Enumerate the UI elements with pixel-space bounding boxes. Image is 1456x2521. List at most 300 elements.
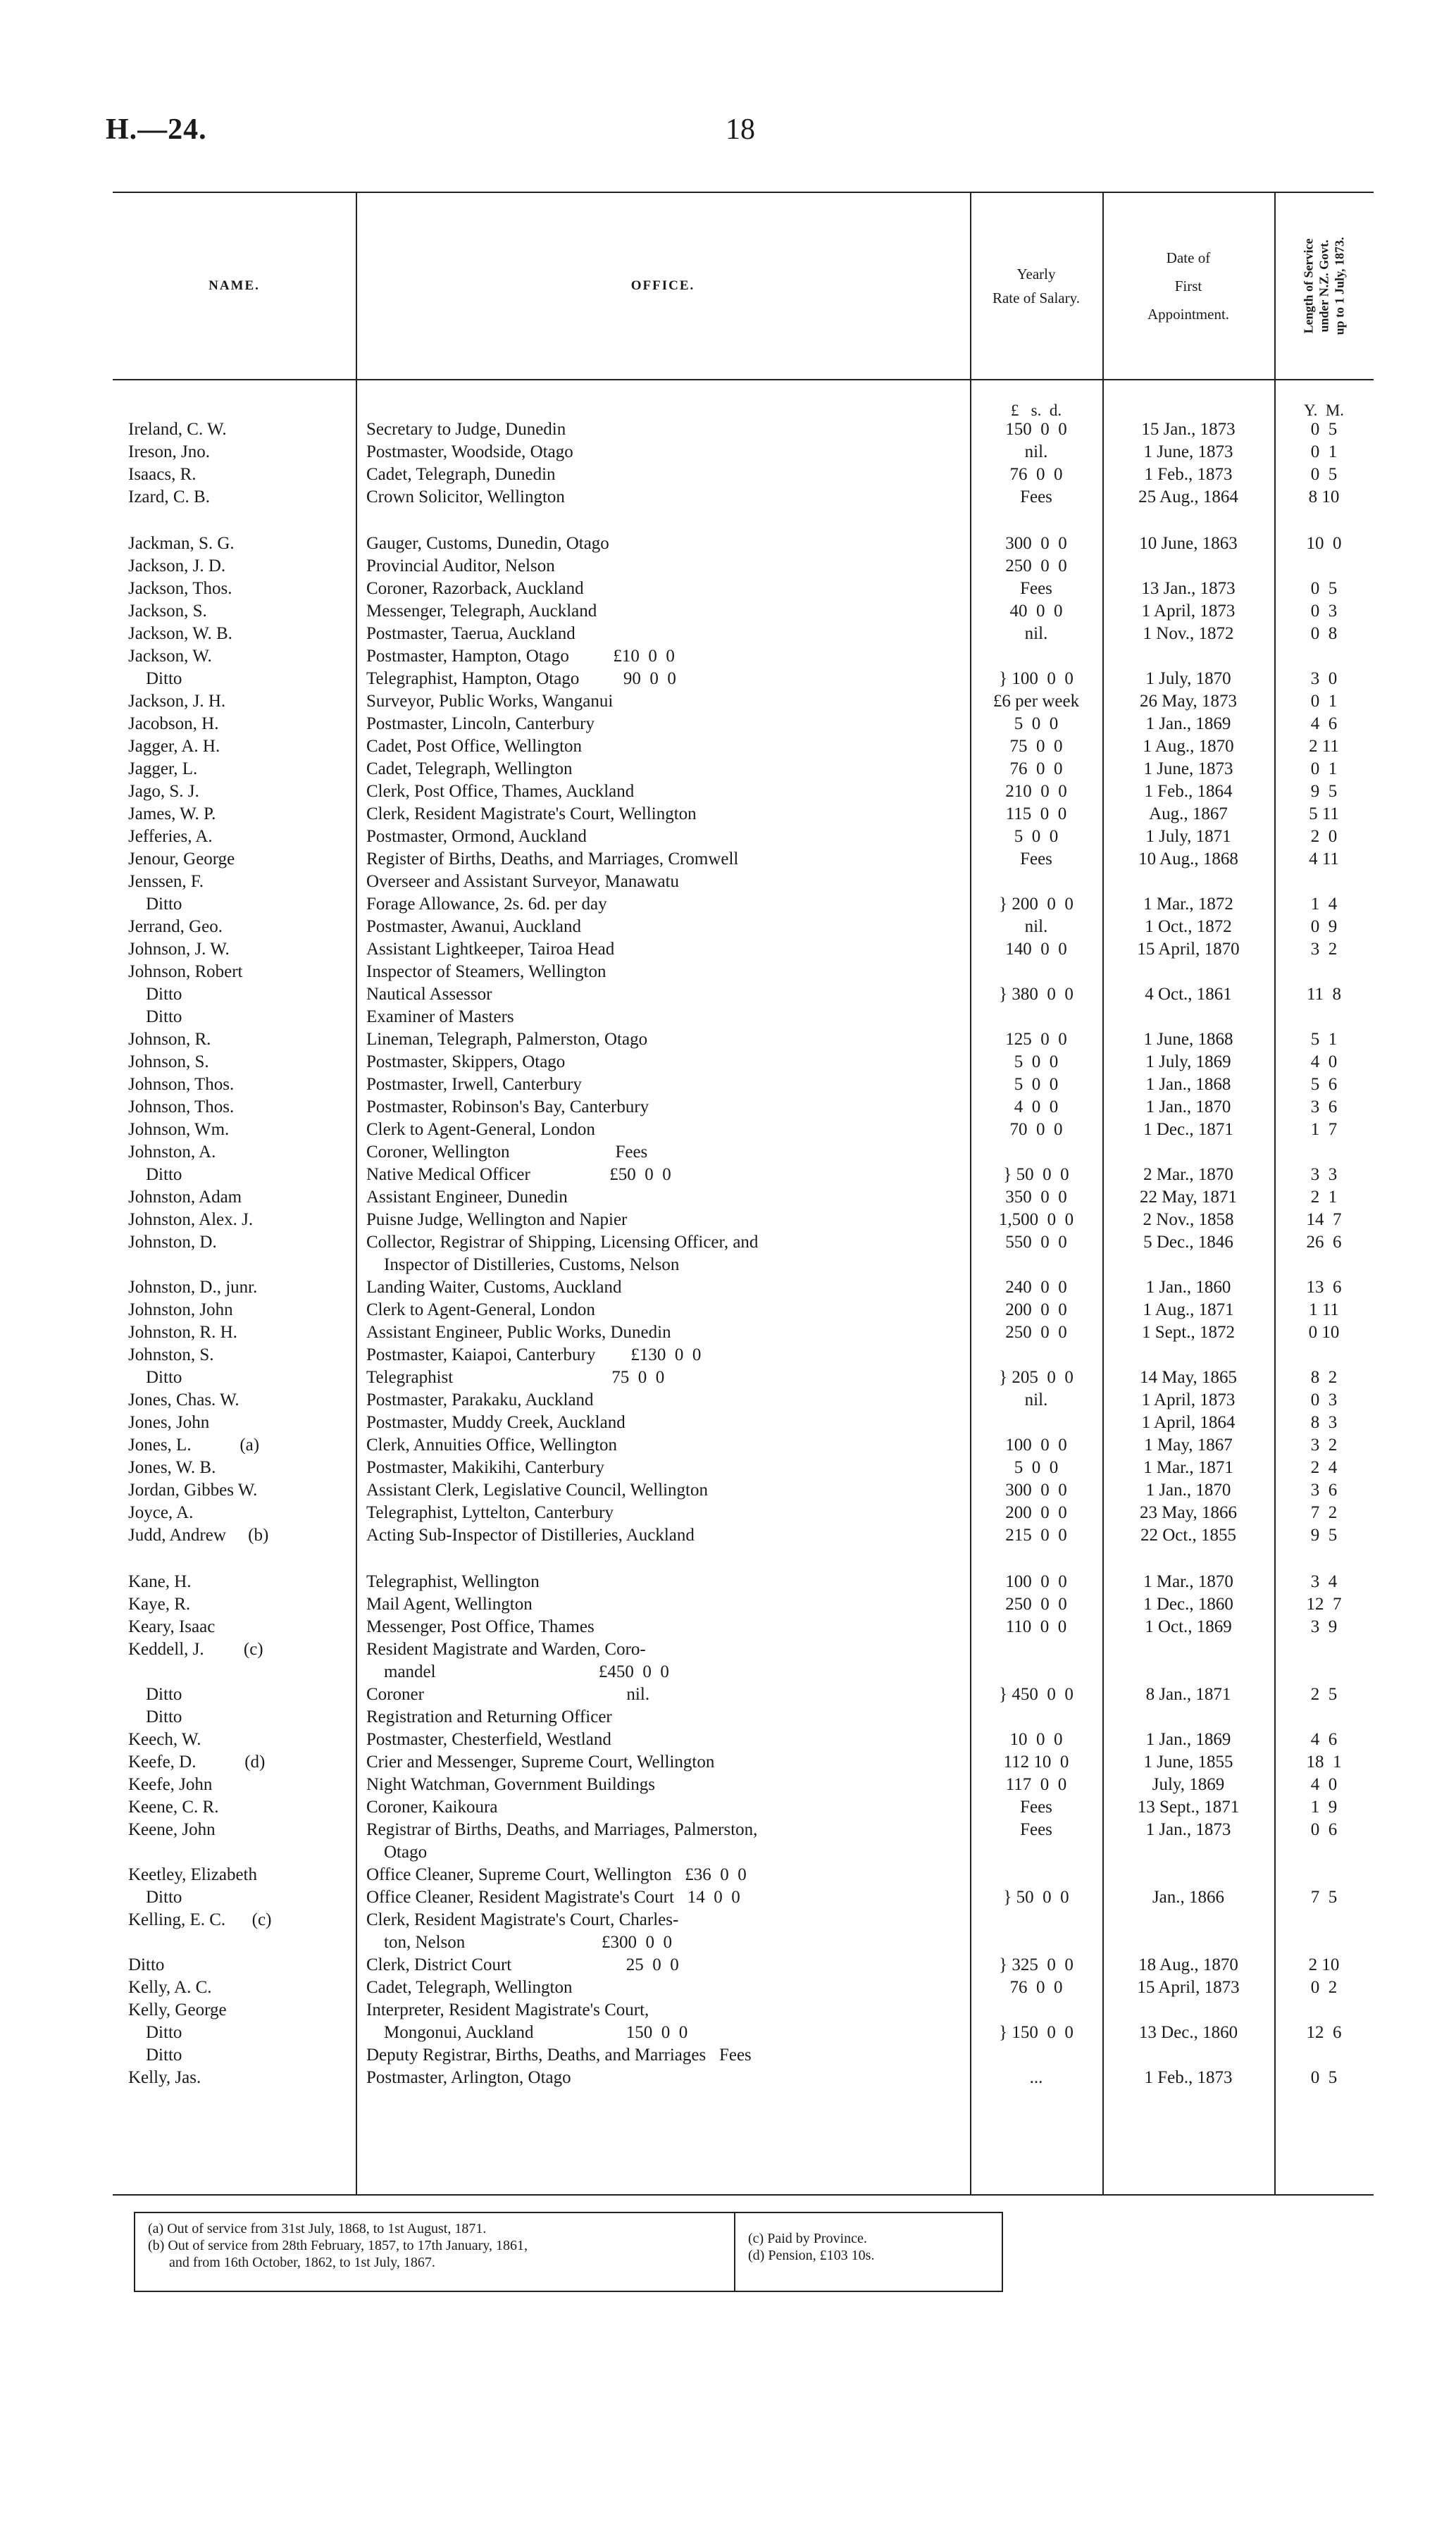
length-cell: 1 9 — [1310, 1798, 1338, 1817]
office-cell: Clerk to Agent-General, London — [366, 1300, 595, 1319]
salary-cell: 5 0 0 — [1014, 1052, 1059, 1071]
length-cell: 3 3 — [1310, 1165, 1338, 1184]
office-cell: Postmaster, Makikihi, Canterbury — [366, 1458, 604, 1477]
name-cell: Ditto — [128, 1888, 182, 1907]
office-cell: Postmaster, Hampton, Otago £10 0 0 — [366, 647, 675, 666]
name-cell: Jerrand, Geo. — [128, 917, 223, 936]
length-cell: 4 0 — [1310, 1775, 1338, 1794]
name-cell: Ditto — [128, 985, 182, 1004]
table-row — [113, 600, 1374, 623]
table-row — [113, 1276, 1374, 1299]
office-cell: Crier and Messenger, Supreme Court, Wellington — [366, 1753, 715, 1772]
office-cell: Clerk, Post Office, Thames, Auckland — [366, 782, 635, 801]
salary-cell: 150 0 0 — [1005, 420, 1067, 439]
date-cell: 18 Aug., 1870 — [1138, 1955, 1238, 1974]
office-cell: Telegraphist 75 0 0 — [366, 1368, 665, 1387]
name-cell: Keefe, D. (d) — [128, 1753, 266, 1772]
date-cell: 1 Nov., 1872 — [1143, 624, 1234, 643]
office-cell: Lineman, Telegraph, Palmerston, Otago — [366, 1030, 648, 1049]
salary-cell: Fees — [1020, 579, 1052, 598]
table-body — [113, 418, 1374, 2089]
length-cell: 7 5 — [1310, 1888, 1338, 1907]
table-row — [113, 1796, 1374, 1819]
length-units: Y. M. — [1303, 402, 1345, 419]
date-cell: 1 Jan., 1873 — [1145, 1820, 1231, 1839]
length-cell: 0 3 — [1310, 602, 1338, 621]
name-cell: Kelly, Jas. — [128, 2068, 201, 2087]
office-cell: Office Cleaner, Supreme Court, Wellington £36 0 0 — [366, 1865, 747, 1884]
salary-cell: Fees — [1020, 1798, 1052, 1817]
table-row — [113, 1028, 1374, 1051]
date-cell: 10 Aug., 1868 — [1138, 849, 1238, 869]
office-cell: Clerk, Annuities Office, Wellington — [366, 1436, 618, 1455]
length-cell: 2 10 — [1308, 1955, 1340, 1974]
table-row — [113, 668, 1374, 690]
footnote-divider — [734, 2213, 735, 2291]
office-cell: Mongonui, Auckland 150 0 0 — [366, 2023, 688, 2042]
date-cell: 1 June, 1873 — [1143, 759, 1233, 778]
date-cell: 1 Oct., 1872 — [1145, 917, 1232, 936]
length-cell: 3 6 — [1310, 1097, 1338, 1116]
office-cell: ton, Nelson £300 0 0 — [366, 1933, 673, 1952]
name-cell: Ditto — [128, 1685, 182, 1704]
name-cell: Jones, John — [128, 1413, 210, 1432]
date-cell: 1 April, 1873 — [1141, 1390, 1236, 1409]
name-cell: Johnson, Wm. — [128, 1120, 230, 1139]
table-row — [113, 1616, 1374, 1638]
office-cell: Overseer and Assistant Surveyor, Manawatu — [366, 872, 680, 891]
table-row — [113, 1209, 1374, 1231]
length-cell: 0 2 — [1310, 1978, 1338, 1997]
date-cell: 23 May, 1866 — [1140, 1503, 1237, 1522]
table-row — [113, 578, 1374, 600]
name-cell: Jackson, J. D. — [128, 556, 226, 575]
table-row — [113, 1186, 1374, 1209]
length-cell: 0 5 — [1310, 2068, 1338, 2087]
date-cell: 1 July, 1869 — [1145, 1052, 1231, 1071]
table-row — [113, 1479, 1374, 1502]
salary-cell: 5 0 0 — [1014, 1458, 1059, 1477]
name-cell: Johnston, Alex. J. — [128, 1210, 254, 1229]
table-row — [113, 2067, 1374, 2089]
date-cell: 5 Dec., 1846 — [1143, 1233, 1233, 1252]
name-cell: Johnston, D., junr. — [128, 1278, 258, 1297]
office-cell: Telegraphist, Hampton, Otago 90 0 0 — [366, 669, 676, 688]
salary-cell: 250 0 0 — [1005, 1323, 1067, 1342]
salary-cell: } 50 0 0 — [1003, 1888, 1069, 1907]
length-cell: 3 6 — [1310, 1481, 1338, 1500]
name-cell: Johnson, J. W. — [128, 940, 230, 959]
date-cell: 1 June, 1873 — [1143, 442, 1233, 461]
table-row — [113, 1164, 1374, 1186]
office-cell: mandel £450 0 0 — [366, 1662, 669, 1681]
salary-cell: 115 0 0 — [1005, 804, 1067, 823]
name-cell: Jones, L. (a) — [128, 1436, 260, 1455]
salary-cell: 350 0 0 — [1005, 1188, 1067, 1207]
table-row — [113, 1457, 1374, 1479]
office-cell: Postmaster, Woodside, Otago — [366, 442, 573, 461]
name-cell: Kelly, A. C. — [128, 1978, 212, 1997]
table-row — [113, 645, 1374, 668]
table-row — [113, 1367, 1374, 1389]
date-cell: 25 Aug., 1864 — [1138, 487, 1238, 506]
salary-cell: 76 0 0 — [1009, 465, 1063, 484]
table-row — [113, 1051, 1374, 1073]
name-cell: Johnston, John — [128, 1300, 233, 1319]
table-row — [113, 1864, 1374, 1886]
table-row — [113, 1819, 1374, 1841]
salary-cell: 5 0 0 — [1014, 827, 1059, 846]
office-cell: Cadet, Telegraph, Wellington — [366, 1978, 573, 1997]
table-row — [113, 758, 1374, 780]
name-cell: Ireson, Jno. — [128, 442, 210, 461]
date-cell: 1 Feb., 1873 — [1144, 2068, 1233, 2087]
table-row — [113, 735, 1374, 758]
office-cell: Postmaster, Irwell, Canterbury — [366, 1075, 582, 1094]
name-cell: Keech, W. — [128, 1730, 201, 1749]
office-cell: Provincial Auditor, Nelson — [366, 556, 555, 575]
office-cell: Postmaster, Taerua, Auckland — [366, 624, 575, 643]
column-header-office: OFFICE. — [630, 278, 695, 293]
salary-cell: 125 0 0 — [1005, 1030, 1067, 1049]
name-cell: Ditto — [128, 2046, 182, 2065]
salary-cell: ... — [1029, 2068, 1043, 2087]
name-cell: Jackson, J. H. — [128, 692, 226, 711]
length-cell: 0 1 — [1310, 692, 1338, 711]
table-row — [113, 938, 1374, 961]
date-cell: 1 April, 1873 — [1141, 602, 1236, 621]
salary-cell: 200 0 0 — [1005, 1300, 1067, 1319]
length-cell: 2 5 — [1310, 1685, 1338, 1704]
office-cell: Messenger, Post Office, Thames — [366, 1617, 595, 1636]
table-row — [113, 1593, 1374, 1616]
name-cell: Jacobson, H. — [128, 714, 219, 733]
date-header-text: Date of First Appointment. — [1147, 249, 1230, 323]
date-cell: 1 Aug., 1870 — [1143, 737, 1234, 756]
salary-cell: } 380 0 0 — [999, 985, 1074, 1004]
table-row — [113, 1524, 1374, 1547]
length-cell: 7 2 — [1310, 1503, 1338, 1522]
salary-cell: 40 0 0 — [1009, 602, 1063, 621]
table-row — [113, 1389, 1374, 1412]
length-cell: 4 11 — [1309, 849, 1339, 869]
salary-cell: } 50 0 0 — [1003, 1165, 1069, 1184]
salary-cell: Fees — [1020, 487, 1052, 506]
salary-cell: 210 0 0 — [1005, 782, 1067, 801]
length-cell: 8 10 — [1308, 487, 1340, 506]
table-row — [113, 1706, 1374, 1729]
name-cell: Jackson, W. B. — [128, 624, 232, 643]
office-cell: Postmaster, Kaiapoi, Canterbury £130 0 0 — [366, 1345, 702, 1364]
table-row — [113, 1141, 1374, 1164]
name-cell: Ditto — [128, 669, 182, 688]
table-row — [113, 871, 1374, 893]
length-cell: 9 5 — [1310, 782, 1338, 801]
salary-cell: 250 0 0 — [1005, 556, 1067, 575]
table-row — [113, 983, 1374, 1006]
name-cell: Jago, S. J. — [128, 782, 199, 801]
table-row — [113, 893, 1374, 916]
table-row — [113, 1006, 1374, 1028]
table-row — [113, 803, 1374, 826]
name-cell: Johnson, Robert — [128, 962, 243, 981]
length-cell: 4 0 — [1310, 1052, 1338, 1071]
office-cell: Resident Magistrate and Warden, Coro- — [366, 1640, 646, 1659]
date-cell: 22 Oct., 1855 — [1140, 1526, 1237, 1545]
table-row — [113, 848, 1374, 871]
date-cell: 1 Oct., 1869 — [1145, 1617, 1232, 1636]
length-cell: 8 3 — [1310, 1413, 1338, 1432]
office-cell: Gauger, Customs, Dunedin, Otago — [366, 534, 609, 553]
length-cell: 5 6 — [1310, 1075, 1338, 1094]
date-cell: 4 Oct., 1861 — [1145, 985, 1232, 1004]
date-cell: 1 May, 1867 — [1144, 1436, 1233, 1455]
name-cell: Keddell, J. (c) — [128, 1640, 263, 1659]
date-cell: 8 Jan., 1871 — [1145, 1685, 1231, 1704]
table-row — [113, 1751, 1374, 1774]
name-cell: Jagger, A. H. — [128, 737, 220, 756]
length-cell: 8 2 — [1310, 1368, 1338, 1387]
office-cell: Interpreter, Resident Magistrate's Court, — [366, 2000, 649, 2019]
date-cell: 1 July, 1870 — [1145, 669, 1231, 688]
table-row — [113, 623, 1374, 645]
date-cell: 15 April, 1873 — [1137, 1978, 1240, 1997]
office-cell: Landing Waiter, Customs, Auckland — [366, 1278, 622, 1297]
table-row — [113, 1412, 1374, 1434]
name-cell: Johnston, A. — [128, 1143, 216, 1162]
table-row — [113, 486, 1374, 509]
length-cell: 0 8 — [1310, 624, 1338, 643]
office-cell: Postmaster, Skippers, Otago — [366, 1052, 566, 1071]
length-cell: 0 6 — [1310, 1820, 1338, 1839]
office-cell: Assistant Lightkeeper, Tairoa Head — [366, 940, 615, 959]
name-cell: Johnston, D. — [128, 1233, 217, 1252]
table-row — [113, 1344, 1374, 1367]
length-cell: 0 10 — [1308, 1323, 1340, 1342]
column-header-salary — [970, 193, 1102, 379]
salary-cell: 76 0 0 — [1009, 759, 1063, 778]
office-cell: Coroner, Kaikoura — [366, 1798, 498, 1817]
salary-cell: } 450 0 0 — [999, 1685, 1074, 1704]
length-cell: 0 9 — [1310, 917, 1338, 936]
salary-cell: 1,500 0 0 — [998, 1210, 1074, 1229]
table-row — [113, 1254, 1374, 1276]
office-cell: Deputy Registrar, Births, Deaths, and Marriages Fees — [366, 2046, 752, 2065]
table-row — [113, 826, 1374, 848]
name-cell: Kaye, R. — [128, 1595, 191, 1614]
document-reference: H.—24. — [106, 113, 207, 146]
footnote-right: (c) Paid by Province. (d) Pension, £103 10s. — [748, 2231, 875, 2263]
salary-cell: } 200 0 0 — [999, 895, 1074, 914]
office-cell: Examiner of Masters — [366, 1007, 514, 1026]
name-cell: Johnston, R. H. — [128, 1323, 237, 1342]
salary-cell: } 325 0 0 — [999, 1955, 1074, 1974]
length-cell: 0 1 — [1310, 759, 1338, 778]
name-cell: Kelly, George — [128, 2000, 227, 2019]
column-header-name: NAME. — [209, 278, 260, 293]
salary-cell: 110 0 0 — [1005, 1617, 1067, 1636]
table-row — [113, 1729, 1374, 1751]
date-cell: July, 1869 — [1152, 1775, 1225, 1794]
salary-cell: 240 0 0 — [1005, 1278, 1067, 1297]
table-row — [113, 533, 1374, 555]
salary-cell: 250 0 0 — [1005, 1595, 1067, 1614]
table-row — [113, 1571, 1374, 1593]
salary-cell: £6 per week — [993, 692, 1080, 711]
office-cell: Mail Agent, Wellington — [366, 1595, 533, 1614]
name-cell: Keene, John — [128, 1820, 216, 1839]
name-cell: Johnston, S. — [128, 1345, 214, 1364]
length-cell: 2 4 — [1310, 1458, 1338, 1477]
office-cell: Clerk, Resident Magistrate's Court, Wellington — [366, 804, 697, 823]
table-row — [113, 1119, 1374, 1141]
office-cell: Clerk, Resident Magistrate's Court, Charles- — [366, 1910, 679, 1929]
date-cell: 1 Dec., 1860 — [1143, 1595, 1233, 1614]
length-cell: 10 0 — [1306, 534, 1342, 553]
date-cell: 26 May, 1873 — [1140, 692, 1237, 711]
table-row — [113, 418, 1374, 441]
date-cell: Jan., 1866 — [1152, 1888, 1225, 1907]
name-cell: Ditto — [128, 1368, 182, 1387]
table-row — [113, 690, 1374, 713]
salary-cell: 140 0 0 — [1005, 940, 1067, 959]
office-cell: Clerk to Agent-General, London — [366, 1120, 595, 1139]
date-cell: Aug., 1867 — [1149, 804, 1228, 823]
office-cell: Coroner, Wellington Fees — [366, 1143, 648, 1162]
salary-cell: nil. — [1024, 917, 1048, 936]
name-cell: Jagger, L. — [128, 759, 198, 778]
header-divider — [113, 379, 1374, 380]
length-cell: 5 11 — [1309, 804, 1339, 823]
name-cell: Isaacs, R. — [128, 465, 197, 484]
office-cell: Postmaster, Chesterfield, Westland — [366, 1730, 611, 1749]
length-cell: 12 6 — [1306, 2023, 1342, 2042]
table-row — [113, 780, 1374, 803]
table-row — [113, 1909, 1374, 1931]
office-cell: Night Watchman, Government Buildings — [366, 1775, 655, 1794]
name-cell: James, W. P. — [128, 804, 216, 823]
office-cell: Acting Sub-Inspector of Distilleries, Auckland — [366, 1526, 695, 1545]
date-cell: 15 April, 1870 — [1137, 940, 1240, 959]
date-cell: 1 Jan., 1860 — [1145, 1278, 1231, 1297]
table-row — [113, 1231, 1374, 1254]
table-row — [113, 1434, 1374, 1457]
table-row — [113, 1299, 1374, 1321]
office-cell: Nautical Assessor — [366, 985, 492, 1004]
salary-cell: nil. — [1024, 1390, 1048, 1409]
salary-cell: } 100 0 0 — [999, 669, 1074, 688]
office-cell: Coroner, Razorback, Auckland — [366, 579, 584, 598]
salary-cell: 300 0 0 — [1005, 534, 1067, 553]
date-cell: 2 Mar., 1870 — [1143, 1165, 1233, 1184]
name-cell: Jackson, Thos. — [128, 579, 232, 598]
name-cell: Judd, Andrew (b) — [128, 1526, 269, 1545]
salary-cell: 75 0 0 — [1009, 737, 1063, 756]
office-cell: Postmaster, Muddy Creek, Auckland — [366, 1413, 626, 1432]
table-row — [113, 1886, 1374, 1909]
table-row — [113, 961, 1374, 983]
date-cell: 1 April, 1864 — [1141, 1413, 1236, 1432]
name-cell: Jefferies, A. — [128, 827, 213, 846]
name-cell: Jordan, Gibbes W. — [128, 1481, 258, 1500]
name-cell: Johnson, Thos. — [128, 1097, 235, 1116]
table-row — [113, 1073, 1374, 1096]
length-cell: 0 5 — [1310, 465, 1338, 484]
table-row — [113, 1931, 1374, 1954]
column-header-date — [1102, 193, 1274, 379]
name-cell: Keefe, John — [128, 1775, 213, 1794]
table-row — [113, 1661, 1374, 1683]
name-cell: Joyce, A. — [128, 1503, 194, 1522]
length-cell: 9 5 — [1310, 1526, 1338, 1545]
table-row — [113, 1999, 1374, 2022]
footnotes — [134, 2212, 1003, 2292]
date-cell: 1 Dec., 1871 — [1143, 1120, 1233, 1139]
name-cell: Ditto — [128, 1165, 182, 1184]
date-cell: 1 July, 1871 — [1145, 827, 1231, 846]
table-row — [113, 1683, 1374, 1706]
office-cell: Native Medical Officer £50 0 0 — [366, 1165, 671, 1184]
salary-cell: Fees — [1020, 1820, 1052, 1839]
date-cell: 1 Mar., 1872 — [1143, 895, 1233, 914]
name-cell: Johnston, Adam — [128, 1188, 242, 1207]
office-cell: Inspector of Steamers, Wellington — [366, 962, 606, 981]
length-cell: 3 4 — [1310, 1572, 1338, 1591]
date-cell: 1 Feb., 1864 — [1144, 782, 1233, 801]
date-cell: 1 Aug., 1871 — [1143, 1300, 1234, 1319]
name-cell: Johnson, S. — [128, 1052, 209, 1071]
office-cell: Collector, Registrar of Shipping, Licensing Officer, and — [366, 1233, 759, 1252]
salary-cell: 100 0 0 — [1005, 1436, 1067, 1455]
name-cell: Keary, Isaac — [128, 1617, 216, 1636]
date-cell: 22 May, 1871 — [1140, 1188, 1237, 1207]
name-cell: Ditto — [128, 1707, 182, 1726]
office-cell: Telegraphist, Wellington — [366, 1572, 540, 1591]
date-cell: 1 Jan., 1869 — [1145, 714, 1231, 733]
date-cell: 10 June, 1863 — [1139, 534, 1238, 553]
name-cell: Kelling, E. C. (c) — [128, 1910, 272, 1929]
office-cell: Inspector of Distilleries, Customs, Nelson — [366, 1255, 680, 1274]
office-cell: Otago — [366, 1843, 428, 1862]
table-row — [113, 1321, 1374, 1344]
length-cell: 11 8 — [1306, 985, 1342, 1004]
length-cell: 2 11 — [1309, 737, 1339, 756]
table-row — [113, 1954, 1374, 1977]
office-cell: Cadet, Post Office, Wellington — [366, 737, 583, 756]
salary-cell: 10 0 0 — [1009, 1730, 1063, 1749]
name-cell: Jenour, George — [128, 849, 235, 869]
staff-table — [113, 192, 1374, 2196]
table-row — [113, 2022, 1374, 2044]
office-cell: Postmaster, Ormond, Auckland — [366, 827, 587, 846]
office-cell: Registrar of Births, Deaths, and Marriages, Palmerston, — [366, 1820, 758, 1839]
office-cell: Office Cleaner, Resident Magistrate's Court 14 0 0 — [366, 1888, 740, 1907]
office-cell: Puisne Judge, Wellington and Napier — [366, 1210, 628, 1229]
table-row — [113, 555, 1374, 578]
office-cell: Forage Allowance, 2s. 6d. per day — [366, 895, 607, 914]
name-cell: Johnson, Thos. — [128, 1075, 235, 1094]
office-cell: Assistant Engineer, Public Works, Dunedin — [366, 1323, 671, 1342]
salary-cell: 200 0 0 — [1005, 1503, 1067, 1522]
length-cell: 3 0 — [1310, 669, 1338, 688]
office-cell: Assistant Engineer, Dunedin — [366, 1188, 568, 1207]
page-header — [106, 113, 1367, 155]
name-cell: Jones, W. B. — [128, 1458, 216, 1477]
table-row — [113, 1977, 1374, 1999]
salary-cell: Fees — [1020, 849, 1052, 869]
name-cell: Ditto — [128, 2023, 182, 2042]
table-row — [113, 1502, 1374, 1524]
